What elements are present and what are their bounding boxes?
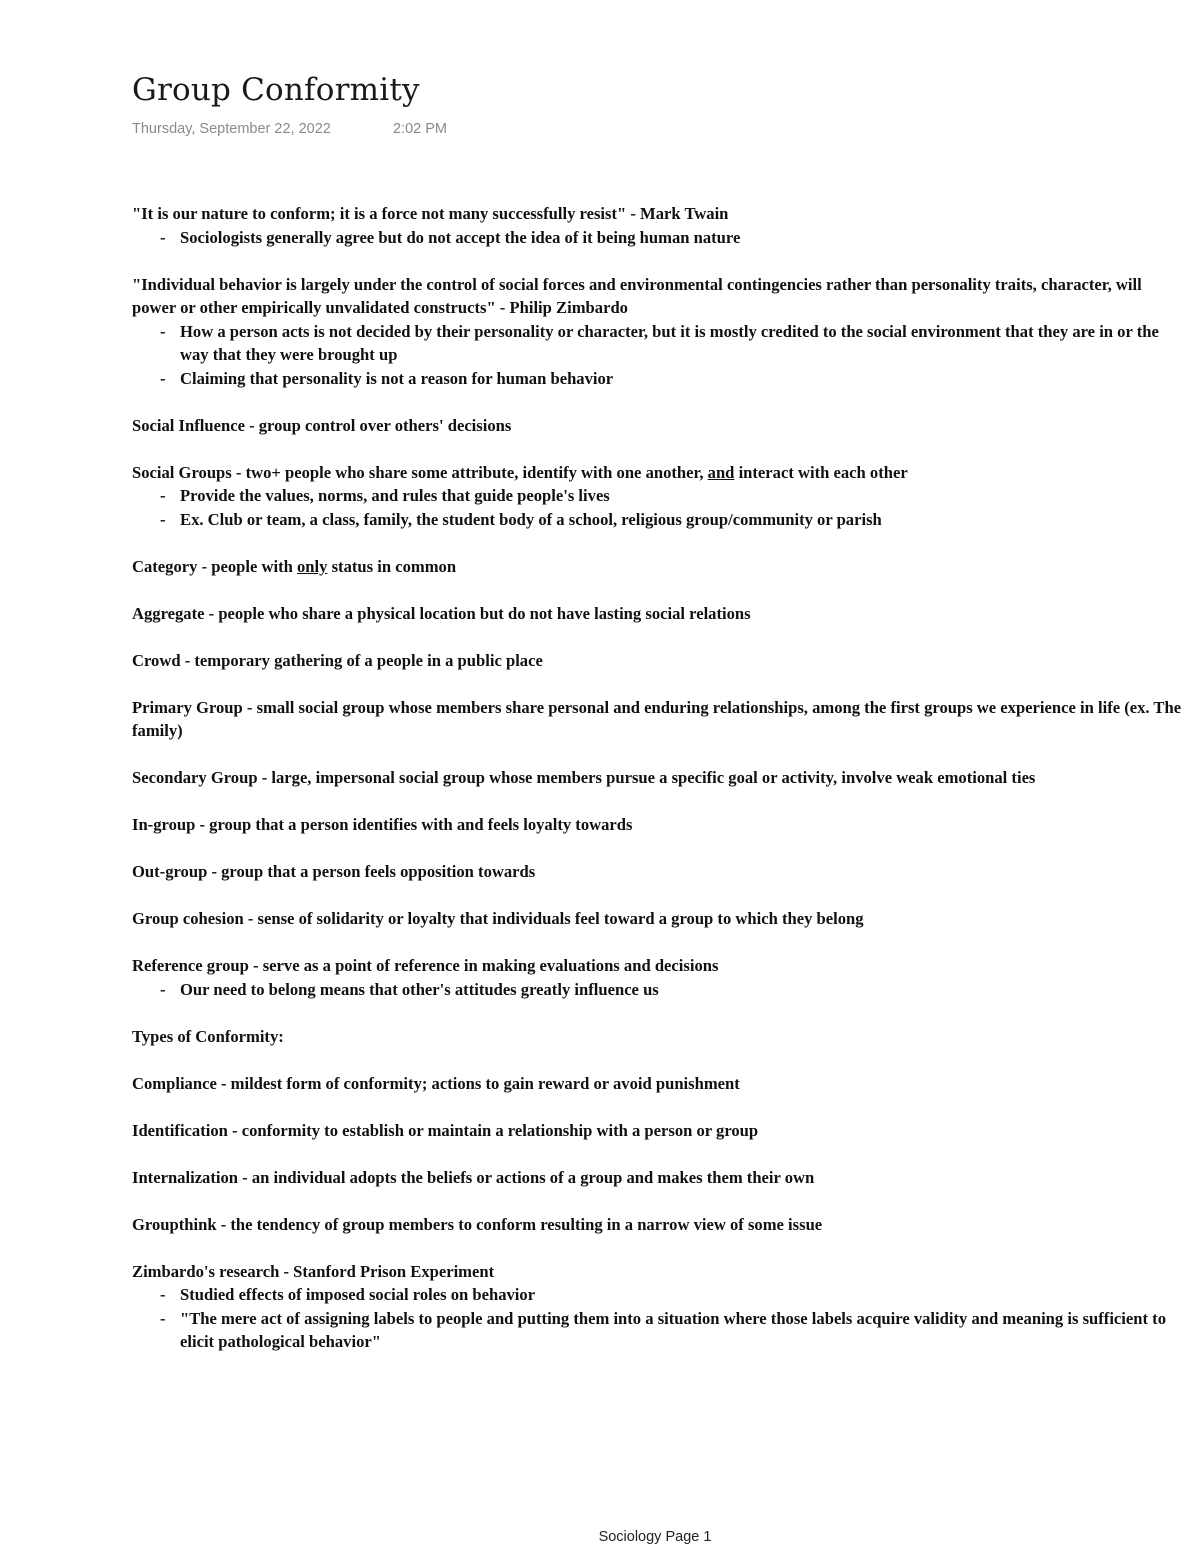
- bullet-dash: -: [160, 486, 166, 505]
- list-item: [132, 320, 1187, 367]
- primary-group-definition: Primary Group - small social group whose members share personal and enduring relationships, among the first groups we experience in life (ex. The family): [132, 697, 1182, 740]
- social-groups-sub-list: [132, 484, 1187, 531]
- list-item: [132, 367, 1187, 391]
- note-body: [132, 202, 1187, 1377]
- secondary-group-definition: Secondary Group - large, impersonal social group whose members pursue a specific goal or activity, involve weak emotional ties: [132, 768, 1036, 787]
- bullet-dash: -: [160, 368, 166, 388]
- identification-definition: Identification - conformity to establish or maintain a relationship with a person or group: [132, 1120, 759, 1140]
- bullet-dash: -: [160, 227, 166, 247]
- in-group-definition: In-group - group that a person identifies with and feels loyalty towards: [132, 815, 633, 834]
- bullet-dash: -: [160, 979, 166, 999]
- list-item: [132, 1283, 1187, 1307]
- types-of-conformity-heading: Types of Conformity:: [132, 1026, 284, 1046]
- note-time: 2:02 PM: [393, 121, 447, 137]
- twain-sub-list: [132, 226, 1187, 250]
- list-item-text: "The mere act of assigning labels to people and putting them into a situation where those labels acquire validity and meaning is sufficient to elicit pathological behavior": [180, 1308, 1166, 1351]
- internalization-definition: Internalization - an individual adopts the beliefs or actions of a group and makes them their own: [132, 1167, 815, 1187]
- zimbardo-sub-list: [132, 320, 1187, 391]
- note-date: Thursday, September 22, 2022: [132, 121, 331, 137]
- list-item-text: Ex. Club or team, a class, family, the student body of a school, religious group/community or parish: [180, 509, 882, 529]
- list-item-text: Sociologists generally agree but do not accept the idea of it being human nature: [180, 227, 741, 247]
- reference-group-sub-list: [132, 978, 1187, 1002]
- list-item: [132, 226, 1187, 250]
- social-groups-underlined-and: and: [707, 462, 735, 482]
- list-item: [132, 484, 1187, 508]
- crowd-definition: Crowd - temporary gathering of a people in a public place: [132, 650, 543, 670]
- social-groups-definition: [132, 461, 1187, 485]
- category-definition: [132, 555, 1187, 579]
- out-group-definition: Out-group - group that a person feels opposition towards: [132, 862, 536, 881]
- compliance-definition: Compliance - mildest form of conformity; actions to gain reward or avoid punishment: [132, 1073, 740, 1093]
- bullet-dash: -: [160, 1308, 166, 1328]
- category-text-start: Category - people with: [132, 556, 297, 576]
- list-item: [132, 978, 1187, 1002]
- aggregate-definition: Aggregate - people who share a physical location but do not have lasting social relations: [132, 603, 751, 623]
- zimbardo-research-sub-list: [132, 1283, 1187, 1354]
- page-footer-text: Sociology Page 1: [598, 1529, 712, 1545]
- list-item-text: How a person acts is not decided by their personality or character, but it is mostly credited to the social environment that they are in or the way that they were brought up: [180, 321, 1159, 364]
- group-cohesion-definition: Group cohesion - sense of solidarity or loyalty that individuals feel toward a group to which they belong: [132, 909, 864, 928]
- social-groups-text-end: interact with each other: [734, 462, 908, 482]
- list-item-text: Studied effects of imposed social roles on behavior: [180, 1285, 536, 1304]
- twain-quote: "It is our nature to conform; it is a force not many successfully resist" - Mark Twain: [132, 204, 729, 223]
- list-item-text: Provide the values, norms, and rules that guide people's lives: [180, 486, 610, 505]
- category-underlined-only: only: [297, 556, 328, 576]
- zimbardo-quote: "Individual behavior is largely under the control of social forces and environmental contingencies rather than personality traits, character, will power or other empirically unvalidated constructs" - Philip Zimbardo: [132, 274, 1142, 317]
- groupthink-definition: Groupthink - the tendency of group members to conform resulting in a narrow view of some issue: [132, 1214, 823, 1234]
- bullet-dash: -: [160, 509, 166, 529]
- bullet-dash: -: [160, 1285, 166, 1304]
- reference-group-definition: Reference group - serve as a point of reference in making evaluations and decisions: [132, 956, 719, 975]
- page-footer: [0, 1529, 1200, 1545]
- social-groups-text-start: Social Groups - two+ people who share some attribute, identify with one another,: [132, 462, 708, 482]
- list-item: [132, 508, 1187, 532]
- zimbardo-research-heading: Zimbardo's research - Stanford Prison Experiment: [132, 1261, 495, 1281]
- list-item: [132, 1307, 1187, 1354]
- page-title: Group Conformity: [132, 72, 420, 108]
- bullet-dash: -: [160, 321, 166, 341]
- list-item-text: Claiming that personality is not a reason for human behavior: [180, 368, 614, 388]
- category-text-end: status in common: [327, 556, 457, 576]
- social-influence-definition: Social Influence - group control over others' decisions: [132, 415, 512, 435]
- list-item-text: Our need to belong means that other's attitudes greatly influence us: [180, 979, 659, 999]
